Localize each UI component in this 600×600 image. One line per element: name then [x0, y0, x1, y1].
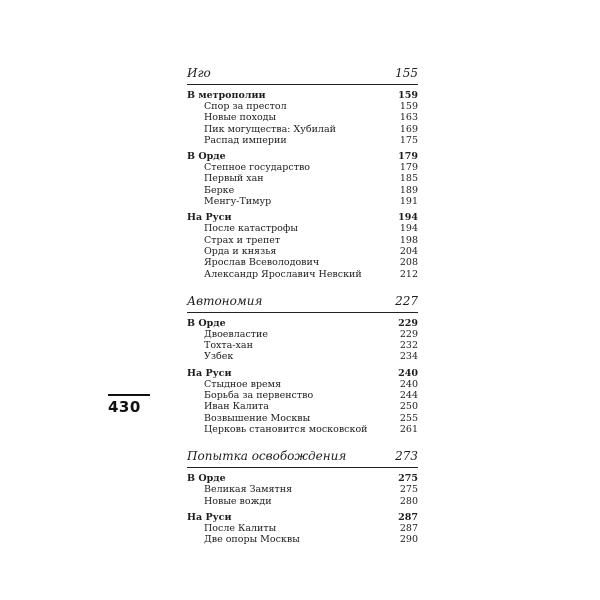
entry-title: Степное государство	[204, 162, 311, 174]
entry-page-number: 280	[399, 495, 418, 507]
entry-page-number: 212	[399, 268, 418, 280]
entry-title: Две опоры Москвы	[204, 534, 300, 546]
section-title: На Руси	[187, 367, 232, 379]
toc-entry	[187, 413, 418, 424]
toc-section-heading	[187, 90, 418, 101]
toc-entry	[187, 257, 418, 268]
toc-entry	[187, 112, 418, 123]
toc-entry	[187, 379, 418, 390]
toc-entry	[187, 135, 418, 146]
toc-section	[187, 151, 418, 207]
entry-page-number: 169	[399, 123, 418, 135]
entry-page-number: 208	[399, 257, 418, 269]
toc-part-heading	[187, 66, 418, 85]
entry-title: Новые вожди	[204, 495, 272, 507]
section-title: В Орде	[187, 151, 226, 163]
toc-part-heading	[187, 449, 418, 468]
toc-entry	[187, 496, 418, 507]
entry-page-number: 232	[399, 340, 418, 352]
entry-title: Двоевластие	[204, 328, 268, 340]
entry-title: Ярослав Всеволодович	[204, 257, 320, 269]
page-number-rule	[108, 394, 150, 396]
toc-entry	[187, 523, 418, 534]
toc-section	[187, 473, 418, 507]
toc-entry	[187, 390, 418, 401]
entry-title: Тохта-хан	[204, 340, 253, 352]
section-page-number: 240	[398, 367, 418, 379]
toc-entry	[187, 401, 418, 412]
entry-title: Первый хан	[204, 173, 264, 185]
entry-title: Иван Калита	[204, 401, 269, 413]
entry-title: Орда и князья	[204, 245, 277, 257]
entry-title: Спор за престол	[204, 101, 287, 112]
toc-entry	[187, 196, 418, 207]
entry-page-number: 189	[399, 184, 418, 196]
entry-page-number: 255	[399, 412, 418, 424]
toc-part	[187, 449, 418, 545]
entry-page-number: 290	[399, 534, 418, 546]
section-title: В Орде	[187, 473, 226, 485]
part-page-number: 273	[395, 449, 418, 464]
entry-title: Узбек	[204, 351, 234, 363]
entry-page-number: 159	[399, 101, 418, 112]
toc-section	[187, 512, 418, 546]
toc-entry	[187, 162, 418, 173]
toc-entry	[187, 484, 418, 495]
part-title: Попытка освобождения	[187, 449, 347, 464]
toc-part-heading	[187, 294, 418, 313]
entry-page-number: 179	[399, 162, 418, 174]
table-of-contents	[187, 66, 418, 559]
entry-page-number: 250	[399, 401, 418, 413]
toc-entry	[187, 329, 418, 340]
toc-part	[187, 66, 418, 280]
entry-title: Возвышение Москвы	[204, 412, 311, 424]
section-page-number: 275	[398, 473, 418, 485]
entry-page-number: 175	[399, 134, 418, 146]
entry-page-number: 229	[399, 328, 418, 340]
toc-entry	[187, 173, 418, 184]
toc-entry	[187, 246, 418, 257]
entry-title: Церковь становится московской	[204, 423, 368, 435]
entry-title: Борьба за первенство	[204, 390, 314, 402]
toc-section-heading	[187, 512, 418, 523]
toc-entry	[187, 340, 418, 351]
part-title: Автономия	[187, 293, 263, 308]
entry-title: Новые походы	[204, 112, 277, 124]
entry-title: Менгу-Тимур	[204, 196, 272, 208]
section-title: На Руси	[187, 212, 232, 224]
toc-section-heading	[187, 212, 418, 223]
part-title: Иго	[187, 66, 211, 80]
section-title: В метрополии	[187, 90, 266, 101]
section-page-number: 159	[398, 90, 418, 101]
toc-entry	[187, 534, 418, 545]
section-page-number: 287	[398, 511, 418, 523]
section-page-number: 179	[398, 151, 418, 163]
toc-section-heading	[187, 151, 418, 162]
part-page-number: 227	[395, 293, 418, 308]
entry-page-number: 244	[399, 390, 418, 402]
entry-title: Берке	[204, 184, 235, 196]
part-page-number: 155	[395, 66, 418, 80]
entry-title: Распад империи	[204, 134, 287, 146]
toc-entry	[187, 101, 418, 112]
entry-title: После Калиты	[204, 522, 277, 534]
entry-page-number: 185	[399, 173, 418, 185]
toc-part	[187, 294, 418, 435]
toc-entry	[187, 424, 418, 435]
entry-page-number: 234	[399, 351, 418, 363]
toc-section-heading	[187, 368, 418, 379]
entry-title: Пик могущества: Хубилай	[204, 123, 336, 135]
entry-page-number: 287	[399, 522, 418, 534]
entry-title: Александр Ярославич Невский	[204, 268, 362, 280]
toc-section	[187, 90, 418, 146]
entry-page-number: 163	[399, 112, 418, 124]
page-number: 430	[108, 398, 141, 416]
toc-entry	[187, 351, 418, 362]
entry-title: Великая Замятня	[204, 484, 293, 496]
entry-title: Страх и трепет	[204, 234, 281, 246]
toc-entry	[187, 223, 418, 234]
toc-section	[187, 212, 418, 279]
toc-entry	[187, 269, 418, 280]
section-page-number: 194	[398, 212, 418, 224]
entry-page-number: 204	[399, 245, 418, 257]
entry-page-number: 191	[399, 196, 418, 208]
entry-page-number: 194	[399, 223, 418, 235]
toc-entry	[187, 124, 418, 135]
entry-page-number: 261	[399, 423, 418, 435]
toc-section	[187, 368, 418, 435]
toc-entry	[187, 235, 418, 246]
toc-section-heading	[187, 473, 418, 484]
toc-entry	[187, 185, 418, 196]
entry-title: Стыдное время	[204, 378, 282, 390]
toc-section-heading	[187, 318, 418, 329]
entry-page-number: 240	[399, 378, 418, 390]
section-title: На Руси	[187, 511, 232, 523]
entry-title: После катастрофы	[204, 223, 298, 235]
section-page-number: 229	[398, 317, 418, 329]
entry-page-number: 198	[399, 234, 418, 246]
toc-section	[187, 318, 418, 363]
section-title: В Орде	[187, 317, 226, 329]
entry-page-number: 275	[399, 484, 418, 496]
